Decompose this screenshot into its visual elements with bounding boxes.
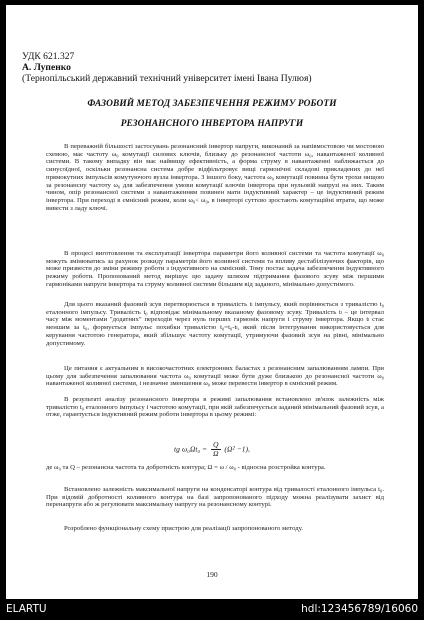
repository-name: ELARTU [6, 603, 47, 615]
handle-link[interactable]: hdl:123456789/16060 [301, 603, 418, 615]
paragraph-problem: В процесі виготовлення та експлуатації інвертора параметри його коливної системи та частота комутації ω₀ можуть змінюватись за рахунок розкиду параметрів його коливної системи та впливу дестабілізуючих факторів, що може призвести до зміни режиму роботи з індуктивного на ємнісний. Тому постає задача забезпечення індуктивного режиму роботи. Пропонований метод вирішує цю задачу шляхом підтримання фазового зсуву між першими гармоніками напруги інвертора та струму коливної системи більшим від заданого, мінімально допустимого. [46, 250, 384, 288]
footer-bar [0, 599, 424, 620]
paragraph-result: Встановлено залежність максимальної напруги на конденсаторі контура від тривалості еталонного імпульса t₀. При відомій добротності коливного контура на базі запропонованого підходу можна реалізувати захист від перенапруги або ж регулювати максимальну напругу на резонансному контурі. [46, 486, 384, 509]
formula-rhs: (Ω² −1), [224, 444, 250, 454]
article-title-line-2: РЕЗОНАНСНОГО ІНВЕРТОРА НАПРУГИ [120, 119, 304, 129]
paragraph-relevance: Це питання є актуальним в високочастотних електронних баластах з резонансним запалюванням лампи. При цьому для забезпечення запалювання частота ω₀ комутації може бути дуже близькою до резонансної частоти ω₀ навантаженої коливної системи, і незначне зменшення ω₀ може перевести інвертор в ємнісний режим. [46, 365, 384, 388]
paragraph-scheme: Розроблено функціональну схему пристрою для реалізації запропонованого методу. [64, 525, 303, 532]
formula-fraction [211, 441, 220, 458]
udk-code: УДК 621.327 [22, 51, 75, 62]
formula-numerator: Q [213, 440, 219, 449]
formula-denominator: Ω [213, 449, 219, 458]
document-page [6, 5, 418, 599]
page-number: 190 [206, 570, 218, 579]
author-name: А. Лупенко [22, 62, 71, 73]
author-affiliation: (Тернопільський державний технічний університет імені Івана Пулюя) [22, 73, 312, 84]
formula-lhs: tg ω₀Ωt₀ = [174, 444, 208, 454]
paragraph-method: Для цього вказаний фазовий зсув перетворюється в тривалість tₗ імпульсу, який порівнюється з тривалістю t₀ еталонного імпульсу. Тривалість t₀ відповідає мінімальному вказаному фазовому зсуву. Тривалість tₗ – це інтервал часу між моментами "додатних" переходів через нуль перших гармонік напруги і струму інвертора. Якщо tₗ стає меншим за t₀, формується імпульс похибки тривалістю t₀=t₀-tₗ, який після інтегрування використовується для керування частотою генератора, який збільшує частоту комутації, утримуючи фазовий зсув на рівні, мінімально допустимому. [46, 301, 384, 347]
formula [6, 441, 418, 458]
article-title-line-1: ФАЗОВИЙ МЕТОД ЗАБЕЗПЕЧЕННЯ РЕЖИМУ РОБОТИ [87, 99, 337, 109]
paragraph-analysis: В результаті аналізу резонансного інвертора в режимі запалювання встановлено зв'язок залежність між тривалістю t₀ еталонного імпульсу і частотою комутації, при якій забезпечується заданий мінімальний фазовий зсув, а отже, гарантується індуктивний режим роботи інвертора в цьому режимі: [46, 396, 384, 419]
formula-explanation: де ω₀ та Q – резонансна частота та добротність контура; Ω = ω / ω₀ - відносна розстройка контура. [46, 464, 326, 471]
paragraph-intro: В переважній більшості застосувань резонансний інвертор напруги, виконаний за напівмостовою чи мостовою схемою, має частоту ω₀ комутації силових ключів, близьку до резонансної частоти ω₀, навантаженої коливної системи. В такому випадку він має найвищу ефективність, а форма струму в навантаженні наближається до синусоїдної, оскільки резонансна система добре відфільтровує вищі гармонічні складові прикладених до неї прямокутних імпульсів комутуючого вузла інвертора. З іншого боку, частота ω₀ комутації повинна бути трохи нищою за резонансну частоту ω₀ для забезпечення умови комутації ключів інвертора при нульовій напрузі на них. Таким чином, опір резонансної системи з навантаженням повинен мати індуктивний характер – це індуктивний режим інвертора. При переході в ємнісний режим, коли ω₀< ω₀, в інверторі суттєво зростають комутаційні втрати, що може вивести з ладу ключі. [46, 143, 384, 212]
